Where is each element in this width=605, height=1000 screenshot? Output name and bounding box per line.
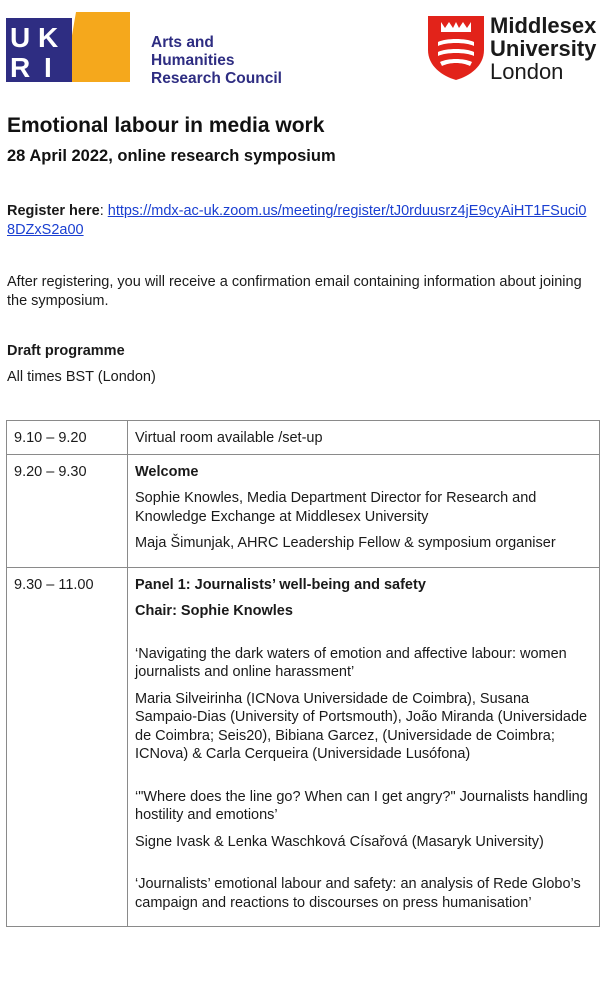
table-row — [7, 567, 600, 927]
session-cell — [128, 454, 600, 567]
register-label: Register here — [7, 203, 100, 219]
session-cell — [128, 567, 600, 927]
session-chair: Chair: Sophie Knowles — [135, 603, 293, 619]
table-row — [7, 421, 600, 455]
time-cell: 9.30 – 11.00 — [7, 567, 128, 927]
ukri-mark-icon — [6, 12, 138, 84]
ukri-letter-r: R — [10, 52, 31, 83]
time-cell: 9.10 – 9.20 — [7, 421, 128, 455]
session-text: Virtual room available /set-up — [135, 430, 323, 446]
middlesex-shield-icon — [426, 14, 486, 82]
paper-title: ‘Navigating the dark waters of emotion and affective labour: women journalists and online harassment’ — [135, 645, 567, 680]
council-name: Arts and Humanities Research Council — [151, 34, 282, 87]
middlesex-logo — [426, 14, 601, 86]
ukri-logo — [6, 12, 296, 87]
time-cell: 9.20 – 9.30 — [7, 454, 128, 567]
event-date-subtitle: 28 April 2022, online research symposium — [7, 147, 336, 165]
paper-authors: Signe Ivask & Lenka Waschková Císařová (Masaryk University) — [135, 833, 544, 850]
table-row — [7, 454, 600, 567]
page-title: Emotional labour in media work — [7, 114, 325, 137]
programme-table — [6, 420, 600, 927]
after-registering-text: After registering, you will receive a confirmation email containing information about joining the symposium. — [7, 274, 582, 309]
mdx-line-1: Middlesex — [490, 13, 597, 38]
ukri-letter-u: U — [10, 22, 31, 53]
register-line: Register here: https://mdx-ac-uk.zoom.us/meeting/register/tJ0rduusrz4jE9cyAiHT1FSuci08DZxS2a00 — [7, 203, 587, 238]
programme-heading: Draft programme — [7, 343, 125, 359]
ukri-letter-k: K — [38, 22, 59, 53]
speaker: Sophie Knowles, Media Department Director for Research and Knowledge Exchange at Middlesex University — [135, 490, 537, 525]
speaker: Maja Šimunjak, AHRC Leadership Fellow & symposium organiser — [135, 535, 556, 551]
timezone-note: All times BST (London) — [7, 369, 156, 385]
paper-title: ‘Journalists’ emotional labour and safety: an analysis of Rede Globo’s campaign and reactions to discourses on press humanisation’ — [135, 876, 581, 911]
session-title: Panel 1: Journalists’ well-being and safety — [135, 576, 426, 593]
ukri-letter-i: I — [44, 52, 52, 83]
mdx-line-3: London — [490, 59, 564, 84]
session-title: Welcome — [135, 463, 199, 480]
register-link[interactable]: https://mdx-ac-uk.zoom.us/meeting/register/tJ0rduusrz4jE9cyAiHT1FSuci08DZxS2a00 — [7, 203, 587, 238]
paper-authors: Maria Silveirinha (ICNova Universidade de Coimbra), Susana Sampaio-Dias (University of Portsmouth), João Miranda (Universidade de Coimbra; Seis20), Bibiana Garcez, (Universidade de Coimbra; ICNova) & Carla Cerqueira (Universidade Lusófona) — [135, 690, 588, 762]
session-cell — [128, 421, 600, 455]
mdx-line-2: University — [490, 36, 597, 61]
paper-title: ‘"Where does the line go? When can I get angry?" Journalists handling hostility and emotions’ — [135, 788, 588, 823]
middlesex-wordmark — [490, 14, 596, 83]
